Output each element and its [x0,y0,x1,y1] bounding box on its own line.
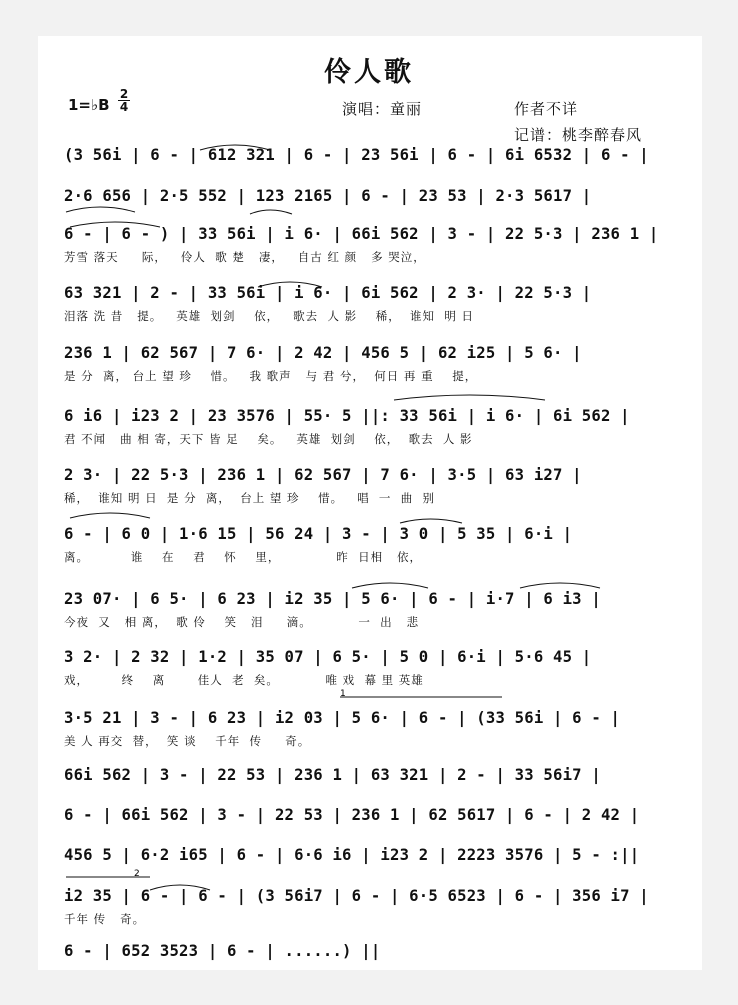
time-signature [118,88,130,113]
lyric-line: 是 分 离， 台上 望 珍 惜。 我 歌声 与 君 兮， 何日 再 重 提， [64,369,478,383]
lyric-line: 离。 谁 在 君 怀 里， 昨 日相 依， [64,550,423,564]
notation-row: 6 - | 66i 562 | 3 - | 22 53 | 236 1 | 62 5617 | 6 - | 2 42 | [64,806,640,824]
lyric-line: 君 不闻 曲 相 寄，天下 皆 足 矣。 英雄 划剑 依， 歌去 人 影 [64,432,473,446]
notation-row: 6 - | 6 - ) | 33 56i | i 6· | 66i 562 | 3 - | 22 5·3 | 236 1 | [64,225,659,243]
notation-row: (3 56i | 6 - | 612 321 | 6 - | 23 56i | 6 - | 6i 6532 | 6 - | [64,146,649,164]
transcriber-credit: 记谱：桃李醉春风 [514,126,643,144]
lyric-line: 美 人 再交 替， 笑 谈 千年 传 奇。 [64,734,311,748]
song-title: 伶人歌 [324,57,414,88]
key-signature: 1=♭B [68,96,110,114]
notation-row: 236 1 | 62 567 | 7 6· | 2 42 | 456 5 | 62 i25 | 5 6· | [64,344,582,362]
time-top: 2 [119,87,129,101]
notation-row: 6 i6 | i23 2 | 23 3576 | 55· 5 ||: 33 56i | i 6· | 6i 562 | [64,407,630,425]
svg-text:2: 2 [134,869,140,879]
svg-text:1: 1 [340,689,346,699]
lyric-line: 稀， 谁知 明 日 是 分 离， 台上 望 珍 惜。 唱 一 曲 别 [64,491,436,505]
lyric-line: 芳雪 落天 际， 伶人 歌 楚 凄， 自古 红 颜 多 哭泣， [64,250,426,264]
lyric-line: 千年 传 奇。 [64,912,146,926]
notation-row: i2 35 | 6 - | 6 - | (3 56i7 | 6 - | 6·5 6523 | 6 - | 356 i7 | [64,887,649,905]
composer-credit: 作者不详 [514,100,579,118]
time-bottom: 4 [119,100,129,114]
lyric-line: 今夜 又 相 离， 歌 伶 笑 泪 滴。 一 出 悲 [64,615,420,629]
notation-row: 6 - | 6 0 | 1·6 15 | 56 24 | 3 - | 3 0 | 5 35 | 6·i | [64,525,573,543]
notation-row: 66i 562 | 3 - | 22 53 | 236 1 | 63 321 | 2 - | 33 56i7 | [64,766,601,784]
notation-row: 2·6 656 | 2·5 552 | 123 2165 | 6 - | 23 53 | 2·3 5617 | [64,187,592,205]
lyric-line: 泪落 洗 昔 提。 英雄 划剑 依， 歌去 人 影 稀， 谁知 明 日 [64,309,475,323]
notation-row: 3·5 21 | 3 - | 6 23 | i2 03 | 5 6· | 6 - | (33 56i | 6 - | [64,709,621,727]
notation-row: 456 5 | 6·2 i65 | 6 - | 6·6 i6 | i23 2 | 2223 3576 | 5 - :|| [64,846,640,864]
notation-row: 23 07· | 6 5· | 6 23 | i2 35 | 5 6· | 6 - | i·7 | 6 i3 | [64,590,601,608]
notation-row: 63 321 | 2 - | 33 56i | i 6· | 6i 562 | 2 3· | 22 5·3 | [64,284,592,302]
notation-row: 3 2· | 2 32 | 1·2 | 35 07 | 6 5· | 5 0 | 6·i | 5·6 45 | [64,648,592,666]
notation-row: 6 - | 652 3523 | 6 - | ......) || [64,942,381,960]
singer-credit: 演唱：童丽 [342,100,423,118]
notation-row: 2 3· | 22 5·3 | 236 1 | 62 567 | 7 6· | 3·5 | 63 i27 | [64,466,582,484]
lyric-line: 戏， 终 离 佳人 老 矣。 唯 戏 幕 里 英雄 [64,673,424,687]
